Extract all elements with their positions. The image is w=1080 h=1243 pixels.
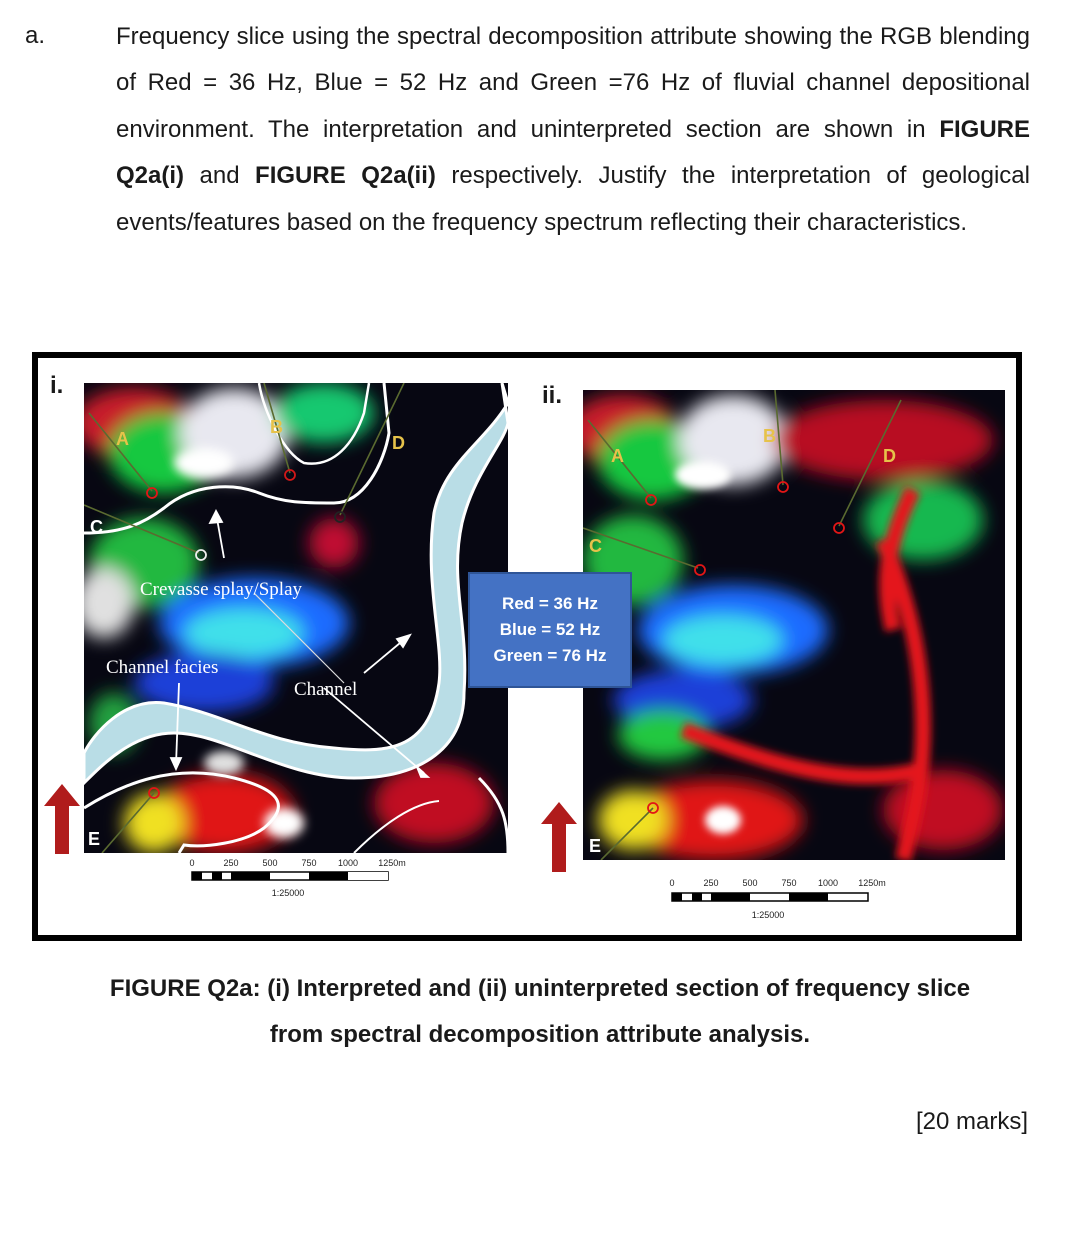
scale-ratio: 1:25000 — [751, 910, 785, 920]
scale-tick: 1000 — [817, 878, 839, 888]
seismic-slice-uninterpreted — [583, 390, 1005, 860]
scale-tick: 1250m — [858, 878, 886, 888]
question-label: a. — [25, 22, 46, 49]
well-label-a: A — [116, 429, 129, 449]
scale-tick: 1000 — [337, 858, 359, 868]
marks-label: [20 marks] — [915, 1108, 1028, 1135]
scale-tick: 250 — [703, 878, 719, 888]
scale-bar-ii — [668, 876, 908, 931]
well-label-c: C — [589, 536, 602, 556]
annotation-channel-facies: Channel facies — [106, 657, 219, 678]
well-label-b: B — [763, 426, 776, 446]
figure-frame — [32, 352, 1022, 941]
figure-reference: FIGURE Q2a(i) — [116, 115, 1030, 190]
caption-line-2: from spectral decomposition attribute analysis. — [269, 1021, 811, 1048]
well-label-d: D — [392, 433, 405, 453]
north-arrow-icon — [44, 784, 80, 854]
scale-tick: 0 — [669, 878, 675, 888]
question-text — [116, 14, 1030, 246]
figure-caption — [30, 966, 1050, 1058]
question-text-run: and — [184, 162, 256, 190]
seismic-slice-interpreted — [84, 383, 508, 853]
annotation-channel: Channel — [294, 679, 358, 700]
scale-tick: 250 — [223, 858, 239, 868]
north-arrow-icon — [541, 802, 577, 872]
well-label-e: E — [589, 836, 602, 856]
legend-blue: Blue = 52 Hz — [499, 620, 601, 639]
caption-line-1: FIGURE Q2a: (i) Interpreted and (ii) uninterpreted section of frequency slice — [109, 975, 971, 1002]
scale-tick: 750 — [301, 858, 317, 868]
question-text-run: Frequency slice using the spectral decomposition attribute showing the RGB blending of Red = 36 Hz, Blue = 52 Hz and Green =76 Hz of fluvial channel depositional environment. The interpretation and uninterpreted section are shown in — [116, 23, 1030, 143]
legend-green: Green = 76 Hz — [493, 646, 607, 665]
scale-bar-i — [188, 856, 428, 909]
well-label-a: A — [611, 446, 624, 466]
scale-tick: 500 — [742, 878, 758, 888]
legend-red: Red = 36 Hz — [502, 594, 598, 613]
question-text-run: respectively. Justify the interpretation of geological events/features based on the frequency spectrum reflecting their characteristics. — [116, 162, 1030, 236]
well-label-d: D — [883, 446, 896, 466]
scale-ratio: 1:25000 — [271, 888, 305, 898]
scale-tick: 750 — [781, 878, 797, 888]
panel-i-label: i. — [50, 372, 64, 399]
scale-tick: 0 — [189, 858, 195, 868]
scale-tick: 1250m — [378, 858, 406, 868]
annotation-crevasse-splay: Crevasse splay/Splay — [140, 579, 303, 600]
well-label-e: E — [88, 829, 101, 849]
well-label-c: C — [90, 517, 103, 537]
figure-reference: FIGURE Q2a(ii) — [255, 162, 436, 190]
frequency-legend — [468, 572, 632, 688]
panel-ii-label: ii. — [542, 382, 563, 409]
scale-tick: 500 — [262, 858, 278, 868]
well-label-b: B — [270, 417, 283, 437]
